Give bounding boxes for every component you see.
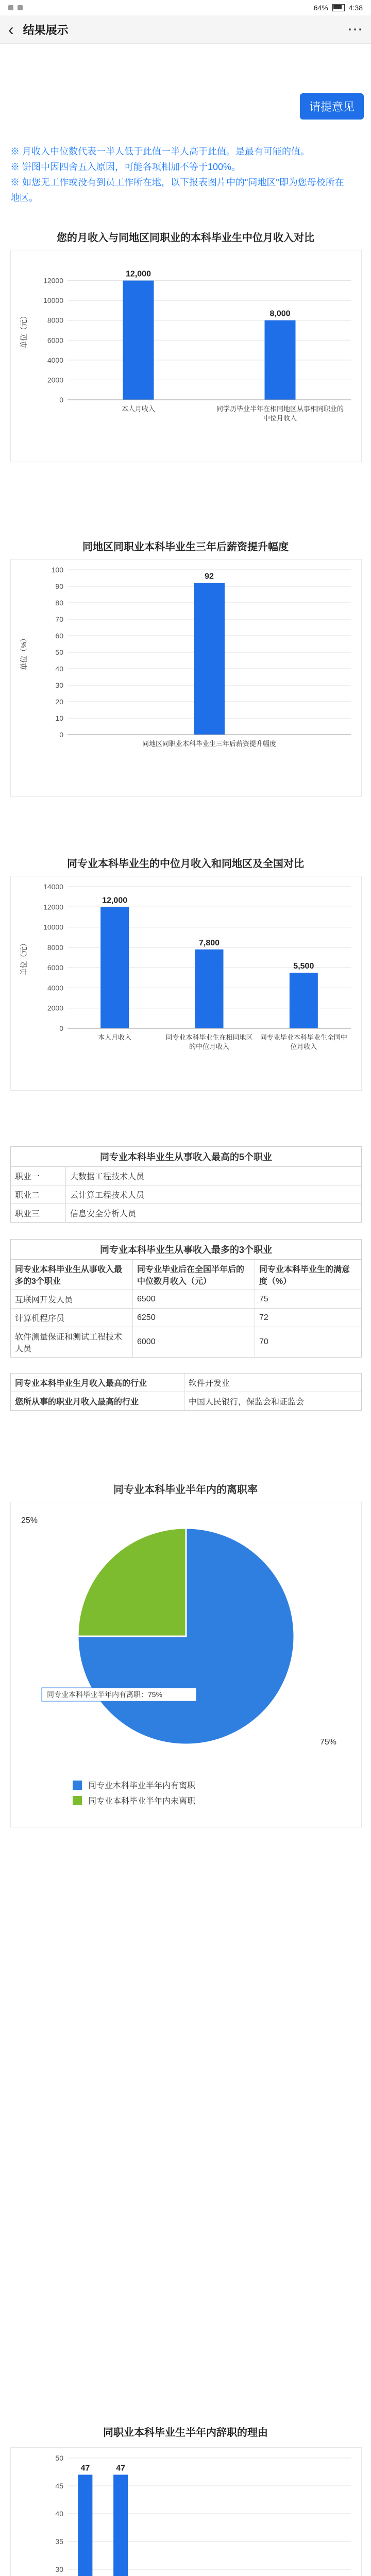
y-tick-label: 100 (51, 566, 63, 574)
y-tick-label: 12000 (43, 276, 63, 285)
y-tick-label: 10 (55, 714, 63, 722)
bar (78, 2475, 92, 2576)
y-tick-label: 2000 (47, 1004, 63, 1012)
legend-swatch (73, 1796, 82, 1805)
table-cell: 职业一 (11, 1167, 66, 1185)
table-cell: 计算机程序员 (11, 1309, 133, 1327)
table-header: 同专业本科毕业生的满意度（%） (259, 1265, 350, 1286)
x-tick-label: 位月收入 (290, 1043, 317, 1050)
y-tick-label: 40 (55, 2510, 63, 2518)
table-cell: 云计算工程技术人员 (70, 1191, 145, 1200)
battery-icon (332, 4, 345, 11)
pie-inner-label: 同专业本科毕业半年内有离职：75% (47, 1690, 163, 1699)
data-label: 5,500 (293, 961, 314, 971)
y-tick-label: 60 (55, 632, 63, 640)
data-label: 7,800 (198, 938, 220, 947)
y-tick-label: 8000 (47, 943, 63, 952)
chart-box (10, 250, 362, 462)
note-item: ※ 如您无工作或没有到员工作所在地，以下报表图片中的"同地区"即为您母校所在地区。 (10, 177, 344, 203)
status-icon (18, 5, 23, 10)
y-tick-label: 8000 (47, 316, 63, 325)
y-tick-label: 4000 (47, 984, 63, 992)
bar-chart (11, 876, 361, 1090)
x-tick-label: 本人月收入 (121, 405, 156, 413)
more-icon[interactable]: ⋯ (347, 21, 363, 38)
pie-title: 同专业本科毕业半年内的离职率 (113, 1484, 258, 1496)
pie-chart (11, 1502, 361, 1827)
y-tick-label: 2000 (47, 376, 63, 384)
x-tick-label: 的中位月收入 (189, 1043, 230, 1050)
table-cell: 软件测量保证和测试工程技术人员 (11, 1327, 133, 1357)
chart-title: 同专业本科毕业生的中位月收入和同地区及全国对比 (67, 858, 304, 870)
feedback-button[interactable]: 请提意见 (300, 93, 364, 120)
pie-outer-label: 25% (21, 1516, 38, 1525)
table-cell: 软件开发业 (189, 1379, 230, 1388)
y-tick-label: 14000 (43, 883, 63, 891)
y-tick-label: 90 (55, 582, 63, 590)
note-item: ※ 月收入中位数代表一半人低于此值一半人高于此值。是最有可能的值。 (10, 146, 310, 157)
pie-outer-label: 75% (320, 1738, 337, 1747)
y-tick-label: 80 (55, 599, 63, 607)
bar (194, 583, 225, 735)
table-header-row (11, 1260, 361, 1290)
x-tick-label: 同地区同职业本科毕业生三年后薪资提升幅度 (142, 740, 277, 748)
legend-label: 同专业本科毕业半年内有离职 (88, 1782, 196, 1790)
table-row (11, 1374, 361, 1392)
y-axis-label: 单位（元） (20, 939, 28, 976)
table-cell: 75 (259, 1294, 268, 1303)
data-label: 47 (116, 2464, 126, 2473)
x-tick-label: 同专业本科毕业生在相同地区 (165, 1033, 253, 1041)
back-icon[interactable]: ‹ (8, 20, 14, 39)
y-tick-label: 12000 (43, 903, 63, 911)
nav-bar (0, 15, 371, 44)
table-cell: 72 (259, 1313, 268, 1322)
legend-swatch (73, 1781, 82, 1790)
legend-label: 同专业本科毕业半年内未离职 (88, 1797, 196, 1806)
pie-slice (78, 1528, 186, 1636)
table-cell: 职业二 (11, 1185, 66, 1204)
x-tick-label: 同专业毕业本科毕业生全国中 (260, 1033, 347, 1041)
y-tick-label: 45 (55, 2482, 63, 2490)
table-row (11, 1185, 361, 1204)
y-tick-label: 70 (55, 615, 63, 623)
bar (290, 973, 318, 1028)
y-tick-label: 50 (55, 648, 63, 656)
table-row (11, 1392, 361, 1410)
x-tick-label: 本人月收入 (98, 1033, 132, 1041)
y-tick-label: 30 (55, 681, 63, 689)
table-cell: 中国人民银行，保监会和证监会 (189, 1398, 305, 1406)
bar (100, 907, 129, 1028)
table-cell: 70 (259, 1337, 268, 1346)
page-title: 结果展示 (23, 23, 69, 37)
data-label: 92 (205, 572, 214, 581)
y-tick-label: 10000 (43, 296, 63, 305)
table-cell: 互联网开发人员 (11, 1290, 133, 1308)
chart-box (10, 876, 362, 1091)
status-time: 4:38 (348, 4, 363, 12)
chart-title: 同地区同职业本科毕业生三年后薪资提升幅度 (82, 541, 289, 553)
y-tick-label: 50 (55, 2454, 63, 2462)
jobs-table (10, 1146, 362, 1223)
table-cell: 6500 (133, 1290, 255, 1308)
table-header: 同专业本科毕业生从事收入最多的3个职业 (11, 1260, 133, 1290)
bar (123, 281, 154, 400)
table-cell: 6250 (133, 1309, 255, 1327)
y-tick-label: 30 (55, 2565, 63, 2573)
table-header: 同专业毕业后在全国半年后的中位数月收入（元） (133, 1260, 255, 1290)
y-tick-label: 0 (59, 731, 63, 739)
chart-box (10, 559, 362, 797)
pie-box (10, 1502, 362, 1827)
bar-chart (11, 250, 361, 462)
table-cell: 大数据工程技术人员 (70, 1173, 145, 1181)
table-cell: 职业三 (11, 1204, 66, 1222)
table-title: 同专业本科毕业生从事收入最高的5个职业 (11, 1147, 361, 1167)
y-tick-label: 0 (59, 1024, 63, 1032)
data-label: 12,000 (126, 269, 151, 279)
y-tick-label: 35 (55, 2537, 63, 2546)
income-table (10, 1239, 362, 1358)
table-row (11, 1309, 361, 1327)
data-label: 47 (80, 2464, 90, 2473)
y-tick-label: 0 (59, 396, 63, 404)
y-tick-label: 20 (55, 698, 63, 706)
y-tick-label: 6000 (47, 336, 63, 345)
table-title: 同专业本科毕业生从事收入最多的3个职业 (11, 1240, 361, 1260)
note-item: ※ 饼图中因四舍五入原因，可能各项相加不等于100%。 (10, 162, 241, 172)
y-axis-label: 单位（%） (20, 634, 28, 670)
table-row (11, 1290, 361, 1309)
table-cell: 信息安全分析人员 (70, 1210, 137, 1218)
y-tick-label: 4000 (47, 355, 63, 364)
x-tick-label: 同学历毕业半年在相同地区从事相同职业的 (216, 405, 344, 413)
chart-box (10, 2447, 362, 2576)
data-label: 12,000 (102, 896, 128, 905)
table-cell: 您所从事的职业月收入最高的行业 (11, 1392, 184, 1410)
bar-chart (11, 2448, 361, 2576)
chart-title: 您的月收入与同地区同职业的本科毕业生中位月收入对比 (57, 232, 314, 244)
table-row (11, 1204, 361, 1222)
y-tick-label: 6000 (47, 963, 63, 972)
notes (10, 144, 350, 206)
table-row (11, 1327, 361, 1357)
table-row (11, 1167, 361, 1185)
y-tick-label: 10000 (43, 923, 63, 931)
bar (195, 950, 224, 1028)
battery-text: 64% (313, 4, 328, 12)
bar (265, 320, 296, 400)
data-label: 8,000 (269, 309, 291, 318)
table-cell: 6000 (133, 1327, 255, 1357)
x-tick-label: 中位月收入 (263, 414, 297, 422)
industry-table (10, 1373, 362, 1411)
status-bar (0, 0, 371, 15)
table-cell: 同专业本科毕业生月收入最高的行业 (11, 1374, 184, 1392)
chart-title: 同职业本科毕业生半年内辞职的理由 (103, 2427, 268, 2438)
bar-chart (11, 560, 361, 796)
status-icon (8, 5, 13, 10)
y-tick-label: 40 (55, 665, 63, 673)
y-axis-label: 单位（元） (20, 312, 28, 348)
bar (113, 2475, 128, 2576)
